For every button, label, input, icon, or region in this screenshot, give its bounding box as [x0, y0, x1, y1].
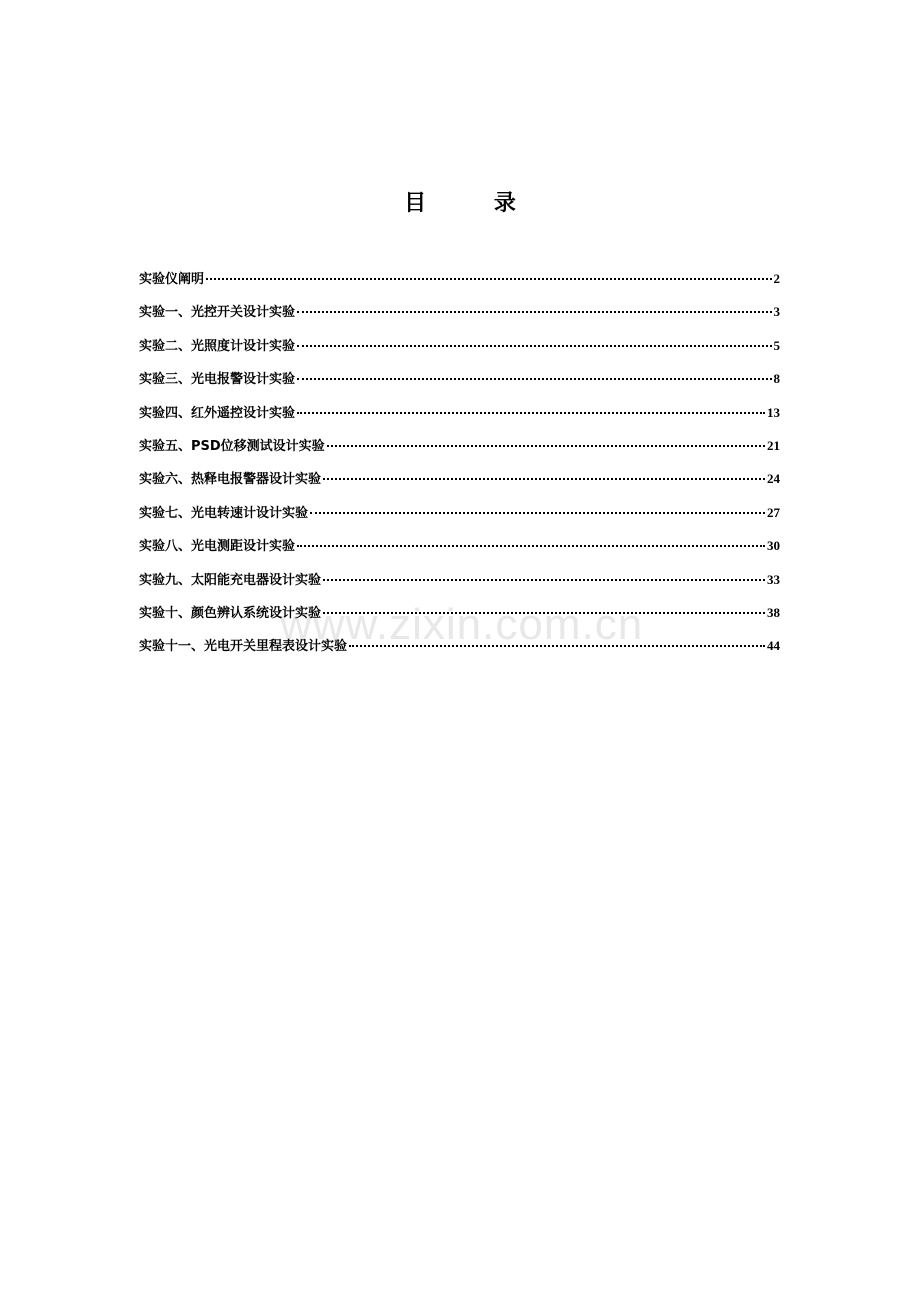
toc-leader-dots	[323, 478, 765, 480]
toc-entry-label: 实验仪阐明	[139, 272, 205, 287]
toc-entry-page: 13	[767, 404, 780, 420]
toc-leader-dots	[323, 579, 765, 581]
toc-entry[interactable]	[139, 402, 780, 435]
toc-entry-page: 8	[773, 371, 780, 387]
toc-entry-page: 3	[773, 304, 780, 320]
toc-entry[interactable]	[139, 635, 780, 668]
toc-entry-page: 2	[773, 271, 780, 286]
toc-entry-label: 实验五、PSD位移测试设计实验	[139, 438, 325, 454]
toc-entry-page: 27	[767, 504, 780, 520]
toc-entry[interactable]	[139, 335, 780, 368]
toc-entry[interactable]	[139, 468, 780, 501]
toc-leader-dots	[323, 612, 765, 614]
toc-title: 目 录	[404, 191, 546, 216]
toc-leader-dots	[206, 278, 771, 280]
watermark: www.zixin.com.cn	[280, 600, 644, 649]
toc-list	[139, 268, 780, 669]
toc-entry-page: 33	[767, 571, 780, 587]
toc-entry-page: 44	[767, 638, 780, 654]
toc-entry-page: 24	[767, 471, 780, 487]
toc-entry[interactable]	[139, 268, 780, 301]
toc-entry-label: 实验二、光照度计设计实验	[139, 338, 296, 354]
toc-entry[interactable]	[139, 602, 780, 635]
toc-entry-label: 实验八、光电测距设计实验	[139, 539, 296, 555]
toc-leader-dots	[310, 512, 765, 514]
toc-leader-dots	[297, 345, 771, 347]
toc-leader-dots	[297, 378, 771, 380]
toc-entry-label: 实验十、颜色辨认系统设计实验	[139, 605, 322, 621]
toc-entry[interactable]	[139, 301, 780, 334]
toc-entry-page: 21	[767, 437, 780, 453]
toc-entry-label: 实验三、光电报警设计实验	[139, 372, 296, 388]
toc-entry[interactable]	[139, 569, 780, 602]
toc-entry-page: 30	[767, 538, 780, 554]
toc-entry-label: 实验七、光电转速计设计实验	[139, 505, 309, 521]
toc-leader-dots	[327, 445, 765, 447]
toc-entry[interactable]	[139, 535, 780, 568]
toc-entry[interactable]	[139, 435, 780, 468]
toc-leader-dots	[297, 545, 765, 547]
toc-entry-label: 实验十一、光电开关里程表设计实验	[139, 639, 348, 655]
toc-entry-label: 实验四、红外遥控设计实验	[139, 405, 296, 421]
toc-leader-dots	[297, 412, 765, 414]
toc-entry-label: 实验九、太阳能充电器设计实验	[139, 572, 322, 588]
toc-entry-label: 实验一、光控开关设计实验	[139, 305, 296, 321]
toc-entry[interactable]	[139, 368, 780, 401]
toc-entry-page: 38	[767, 604, 780, 620]
toc-leader-dots	[349, 645, 765, 647]
toc-entry-label: 实验六、热释电报警器设计实验	[139, 472, 322, 488]
toc-entry-page: 5	[773, 337, 780, 353]
toc-leader-dots	[297, 311, 771, 313]
toc-entry[interactable]	[139, 502, 780, 535]
